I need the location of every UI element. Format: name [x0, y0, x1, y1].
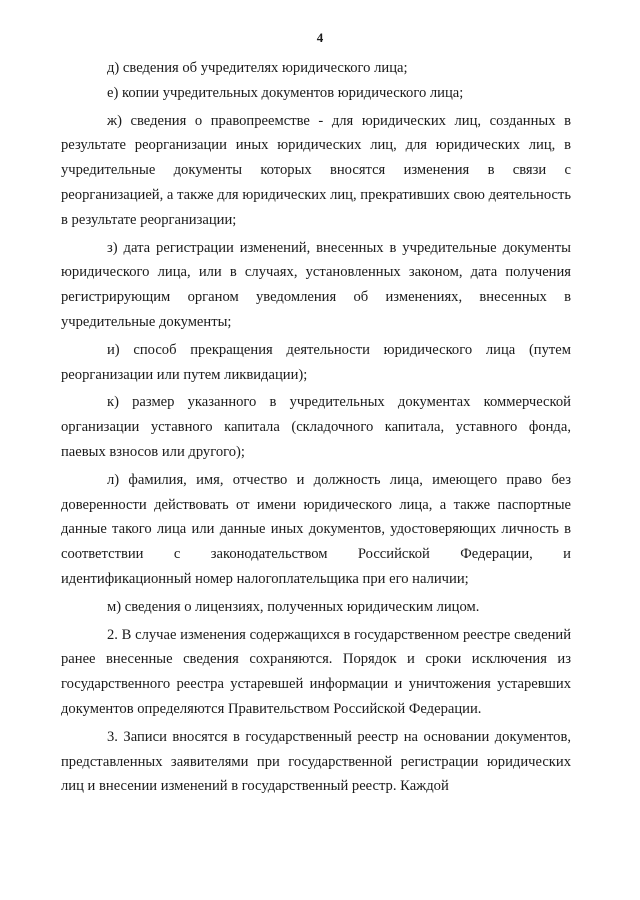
document-body	[61, 56, 571, 799]
paragraph-zh-succession: ж) сведения о правопреемстве - для юридических лиц, созданных в результате реорганизации иных юридических лиц, для юридических лиц, в учредительные документы которых вносятся изменения в связи с реорганизацией, а также для юридических лиц, прекративших свою деятельность в результате реорганизации;	[61, 112, 571, 228]
page-number: 4	[316, 30, 324, 45]
paragraph-k-capital: к) размер указанного в учредительных документах коммерческой организации уставного капитала (складочного капитала, уставного фонда, паевых взносов или другого);	[61, 394, 571, 460]
paragraph-d-founders: д) сведения об учредителях юридического лица;	[107, 60, 408, 76]
paragraph-e-founding-docs: е) копии учредительных документов юридического лица;	[107, 84, 464, 101]
paragraph-i-termination-method: и) способ прекращения деятельности юридического лица (путем реорганизации или путем ликвидации);	[61, 341, 571, 383]
paragraph-2-changes: 2. В случае изменения содержащихся в государственном реестре сведений ранее внесенные сведения сохраняются. Порядок и сроки исключения из государственного реестра устаревшей информации и уничтожения устаревших документов определяются Правительством Российской Федерации.	[61, 626, 571, 717]
paragraph-l-authorized-person: л) фамилия, имя, отчество и должность лица, имеющего право без доверенности действовать от имени юридического лица, а также паспортные данные такого лица или данные иных документов, удостоверяющих личность в соответствии с законодательством Российской Федерации, и идентификационный номер налогоплательщика при его наличии;	[61, 471, 571, 587]
paragraph-3-records: 3. Записи вносятся в государственный реестр на основании документов, представленных заявителями при государственной регистрации юридических лиц и внесении изменений в государственный реестр. Каждой	[61, 728, 571, 795]
paragraph-z-registration-date: з) дата регистрации изменений, внесенных в учредительные документы юридического лица, или в случаях, установленных законом, дата получения регистрирующим органом уведомления об изменениях, внесенных в учредительные документы;	[61, 239, 571, 330]
paragraph-m-licenses: м) сведения о лицензиях, полученных юридическим лицом.	[107, 598, 480, 615]
